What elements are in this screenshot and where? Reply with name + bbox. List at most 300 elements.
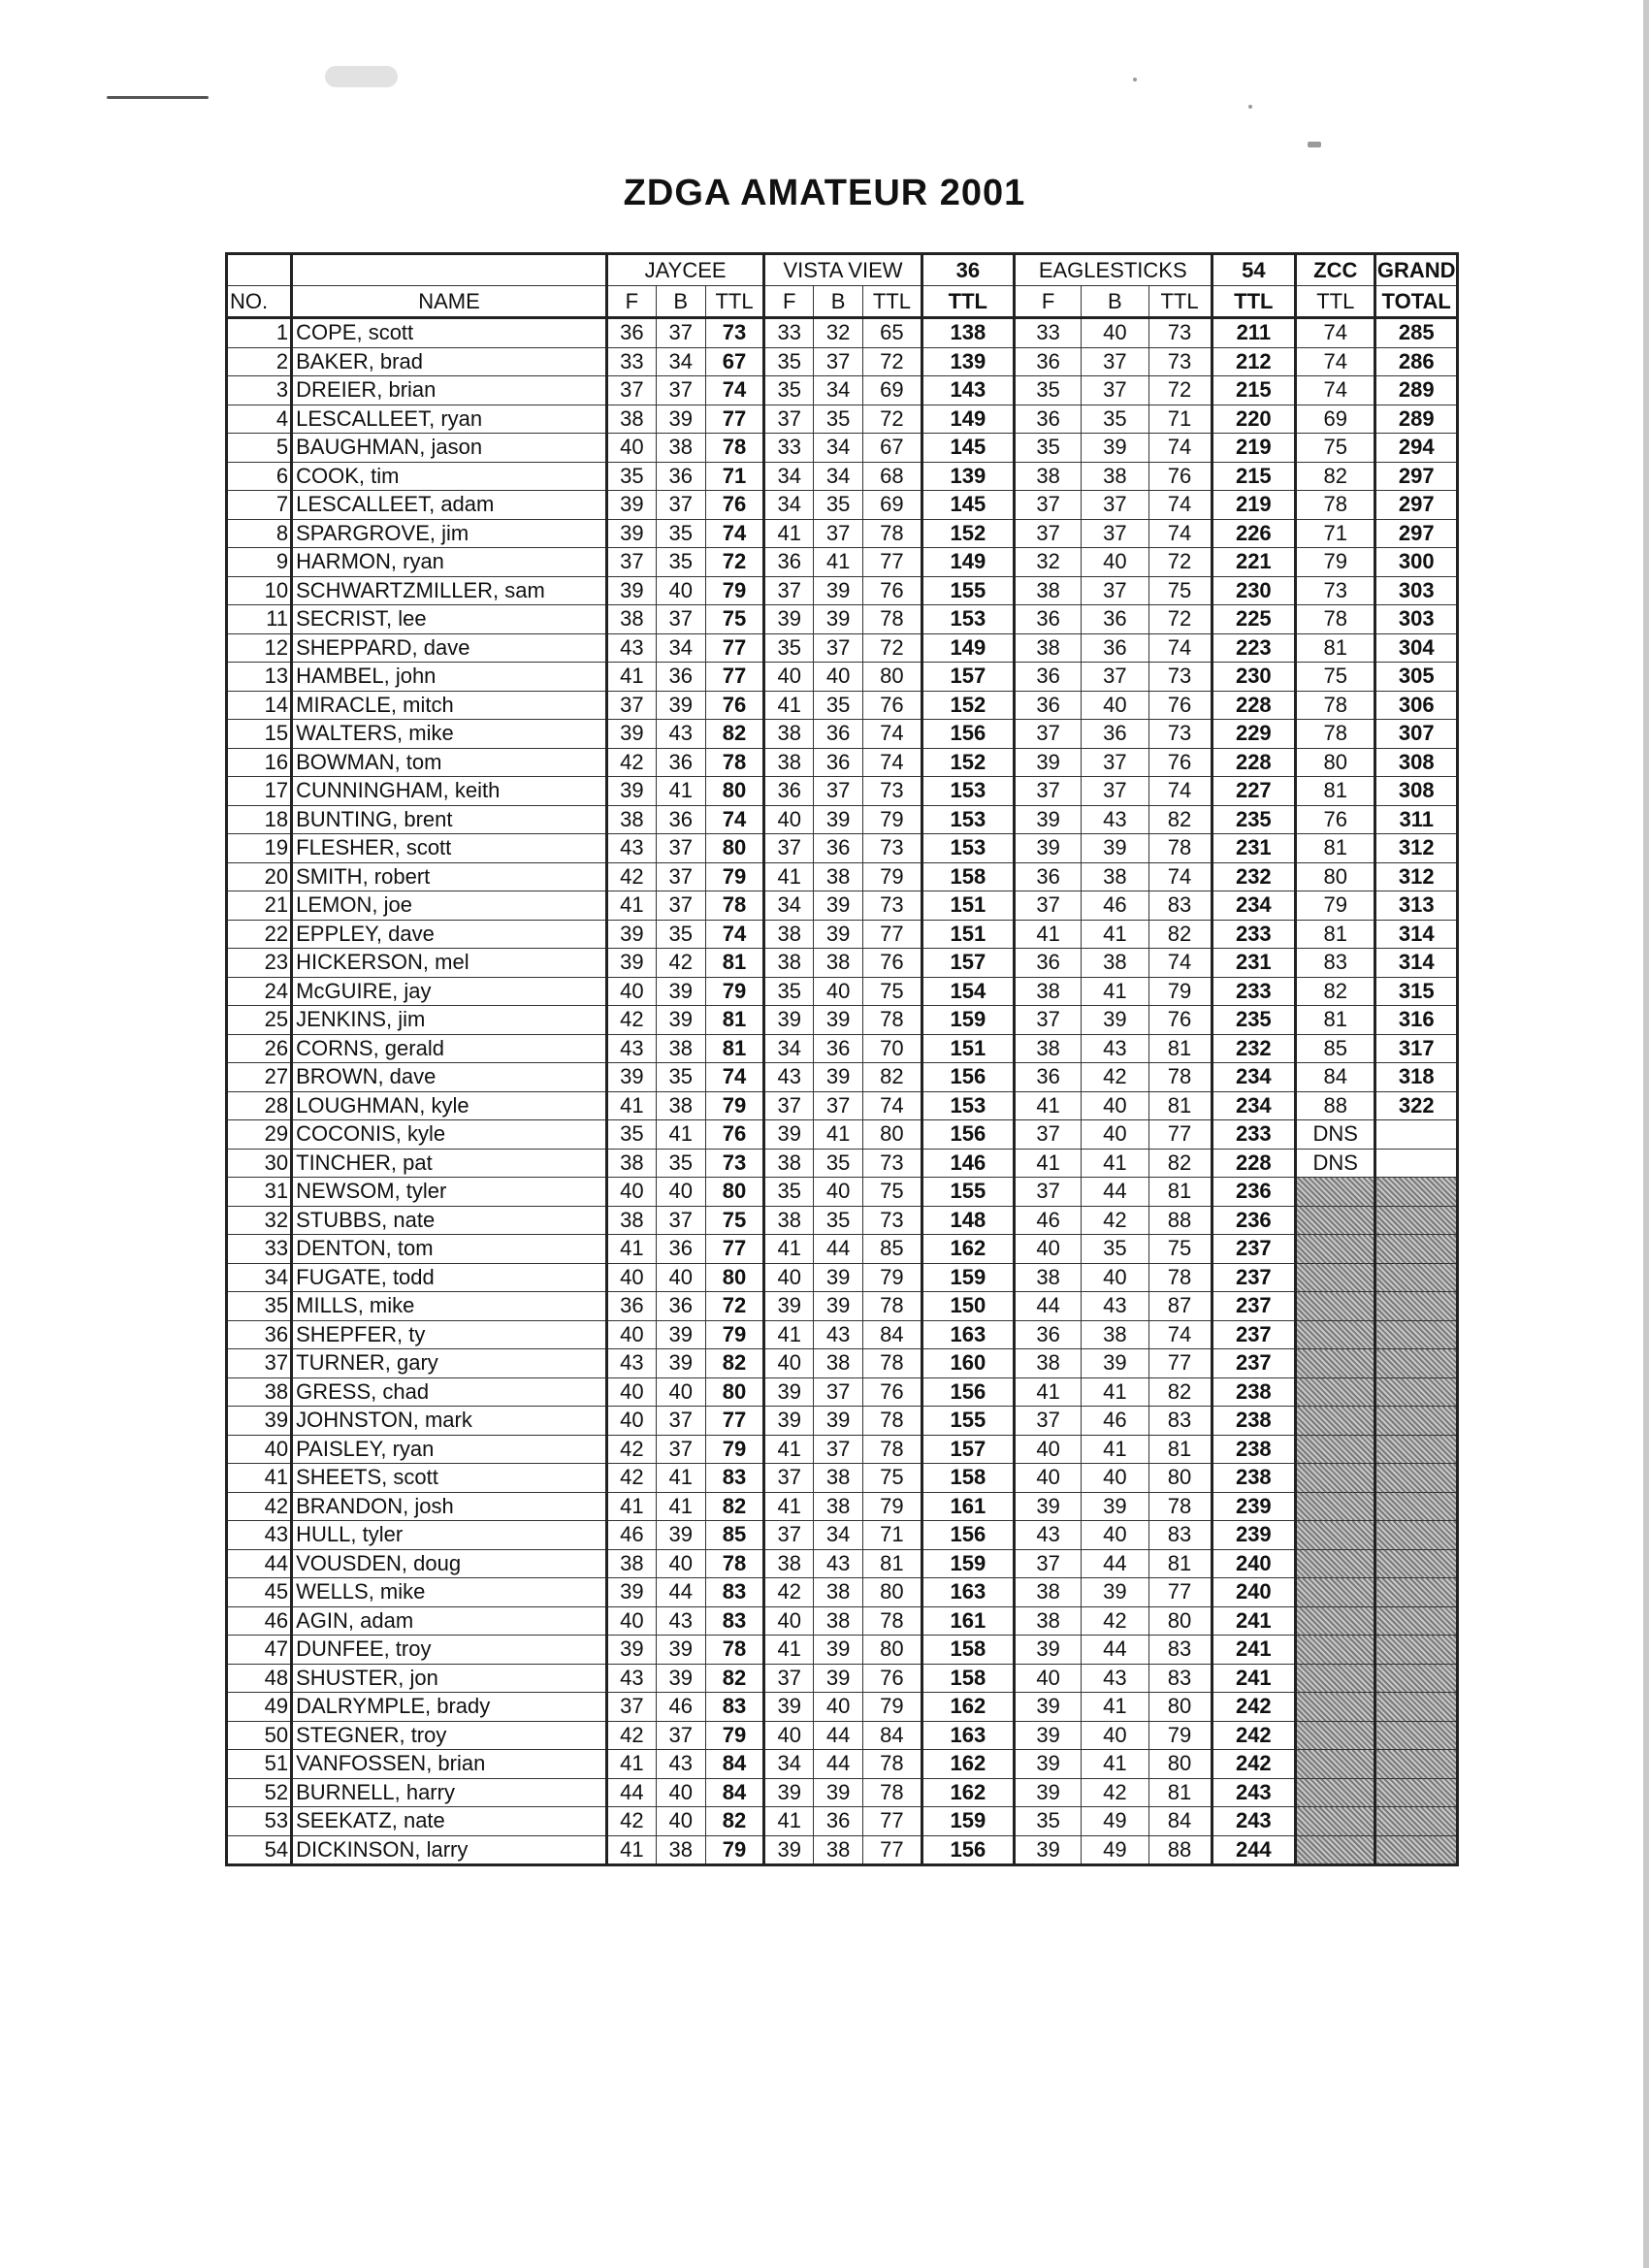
cell-eagle-f: 38: [1014, 977, 1081, 1006]
cell-jaycee-ttl: 75: [705, 1206, 764, 1235]
table-row: [227, 1578, 1458, 1607]
cell-eagle-ttl: 82: [1148, 1377, 1212, 1407]
cell-36-ttl: 145: [922, 491, 1014, 520]
cell-no: 16: [227, 748, 292, 777]
cell-eagle-f: 39: [1014, 834, 1081, 863]
cell-eagle-f: 36: [1014, 691, 1081, 720]
cell-jaycee-b: 39: [656, 691, 705, 720]
scan-speck: [1133, 78, 1137, 81]
cell-vista-f: 38: [764, 1149, 814, 1178]
cell-eagle-f: 37: [1014, 891, 1081, 921]
cell-eagle-b: 40: [1082, 1263, 1148, 1292]
cell-vista-b: 39: [814, 1636, 863, 1665]
cell-grand-total: 313: [1375, 891, 1458, 921]
cell-jaycee-ttl: 83: [705, 1578, 764, 1607]
cell-54-ttl: 237: [1212, 1349, 1296, 1378]
cell-no: 6: [227, 462, 292, 491]
cell-54-ttl: 235: [1212, 805, 1296, 834]
cell-name: HAMBEL, john: [292, 663, 607, 692]
cell-54-ttl: 244: [1212, 1835, 1296, 1865]
cell-vista-ttl: 80: [863, 1636, 922, 1665]
cell-eagle-f: 37: [1014, 720, 1081, 749]
cell-name: BAKER, brad: [292, 347, 607, 376]
cell-36-ttl: 148: [922, 1206, 1014, 1235]
cell-grand-total: 314: [1375, 949, 1458, 978]
cell-jaycee-b: 39: [656, 405, 705, 434]
cell-jaycee-ttl: 83: [705, 1693, 764, 1722]
cell-zcc-ttl: 81: [1296, 777, 1375, 806]
cell-eagle-f: 41: [1014, 1149, 1081, 1178]
cell-zcc-ttl: [1296, 1435, 1375, 1464]
cell-vista-b: 39: [814, 805, 863, 834]
cell-jaycee-ttl: 75: [705, 605, 764, 634]
cell-36-ttl: 152: [922, 519, 1014, 548]
cell-zcc-ttl: 78: [1296, 720, 1375, 749]
cell-name: MILLS, mike: [292, 1292, 607, 1321]
cell-zcc-ttl: 80: [1296, 748, 1375, 777]
cell-grand-total: [1375, 1521, 1458, 1550]
cell-36-ttl: 158: [922, 1464, 1014, 1493]
cell-eagle-b: 40: [1082, 318, 1148, 348]
cell-vista-b: 39: [814, 1407, 863, 1436]
cell-zcc-ttl: [1296, 1807, 1375, 1836]
table-row: [227, 1549, 1458, 1578]
cell-jaycee-f: 39: [606, 519, 656, 548]
cell-eagle-ttl: 78: [1148, 1263, 1212, 1292]
cell-grand-total: 307: [1375, 720, 1458, 749]
cell-eagle-ttl: 76: [1148, 462, 1212, 491]
cell-no: 36: [227, 1320, 292, 1349]
cell-eagle-ttl: 81: [1148, 1435, 1212, 1464]
cell-eagle-ttl: 87: [1148, 1292, 1212, 1321]
cell-vista-b: 35: [814, 491, 863, 520]
cell-eagle-ttl: 79: [1148, 1721, 1212, 1750]
table-row: [227, 1778, 1458, 1807]
cell-jaycee-ttl: 81: [705, 1006, 764, 1035]
cell-jaycee-f: 39: [606, 1063, 656, 1092]
cell-vista-f: 41: [764, 1320, 814, 1349]
cell-grand-total: [1375, 1636, 1458, 1665]
cell-name: HULL, tyler: [292, 1521, 607, 1550]
cell-jaycee-ttl: 79: [705, 977, 764, 1006]
cell-grand-total: 303: [1375, 605, 1458, 634]
table-row: [227, 462, 1458, 491]
cell-no: 7: [227, 491, 292, 520]
cell-eagle-ttl: 78: [1148, 834, 1212, 863]
cell-grand-total: 312: [1375, 834, 1458, 863]
cell-jaycee-ttl: 83: [705, 1606, 764, 1636]
cell-zcc-ttl: [1296, 1206, 1375, 1235]
cell-jaycee-b: 37: [656, 376, 705, 405]
cell-jaycee-f: 36: [606, 1292, 656, 1321]
cell-vista-ttl: 75: [863, 1178, 922, 1207]
cell-54-ttl: 230: [1212, 663, 1296, 692]
cell-jaycee-f: 39: [606, 949, 656, 978]
cell-grand-total: [1375, 1778, 1458, 1807]
cell-eagle-ttl: 84: [1148, 1807, 1212, 1836]
cell-eagle-ttl: 80: [1148, 1606, 1212, 1636]
cell-eagle-b: 43: [1082, 1664, 1148, 1693]
cell-eagle-f: 39: [1014, 1693, 1081, 1722]
cell-grand-total: 289: [1375, 376, 1458, 405]
cell-jaycee-b: 39: [656, 1006, 705, 1035]
cell-vista-b: 40: [814, 1178, 863, 1207]
cell-jaycee-ttl: 80: [705, 834, 764, 863]
cell-eagle-f: 37: [1014, 1120, 1081, 1150]
table-row: [227, 548, 1458, 577]
cell-zcc-ttl: [1296, 1464, 1375, 1493]
cell-36-ttl: 143: [922, 376, 1014, 405]
cell-jaycee-f: 39: [606, 720, 656, 749]
cell-vista-ttl: 78: [863, 1407, 922, 1436]
cell-eagle-f: 37: [1014, 1549, 1081, 1578]
cell-name: TURNER, gary: [292, 1349, 607, 1378]
cell-grand-total: [1375, 1235, 1458, 1264]
cell-eagle-ttl: 88: [1148, 1206, 1212, 1235]
cell-eagle-f: 37: [1014, 491, 1081, 520]
cell-jaycee-b: 40: [656, 1549, 705, 1578]
cell-grand-total: 311: [1375, 805, 1458, 834]
cell-vista-b: 38: [814, 1492, 863, 1521]
cell-no: 50: [227, 1721, 292, 1750]
table-row: [227, 1807, 1458, 1836]
cell-no: 28: [227, 1091, 292, 1120]
cell-jaycee-f: 43: [606, 834, 656, 863]
cell-grand-total: 308: [1375, 748, 1458, 777]
cell-zcc-ttl: 81: [1296, 633, 1375, 663]
cell-jaycee-f: 37: [606, 376, 656, 405]
cell-jaycee-f: 39: [606, 1636, 656, 1665]
cell-name: SMITH, robert: [292, 862, 607, 891]
cell-jaycee-b: 34: [656, 633, 705, 663]
table-row: [227, 805, 1458, 834]
cell-no: 10: [227, 576, 292, 605]
cell-no: 13: [227, 663, 292, 692]
cell-no: 45: [227, 1578, 292, 1607]
table-row: [227, 1750, 1458, 1779]
cell-jaycee-f: 37: [606, 1693, 656, 1722]
cell-36-ttl: 163: [922, 1578, 1014, 1607]
cell-vista-b: 38: [814, 1349, 863, 1378]
cell-jaycee-ttl: 80: [705, 1377, 764, 1407]
cell-eagle-f: 36: [1014, 1063, 1081, 1092]
cell-grand-total: [1375, 1263, 1458, 1292]
cell-zcc-ttl: 79: [1296, 891, 1375, 921]
header-name-top: [292, 254, 607, 286]
cell-jaycee-f: 40: [606, 1178, 656, 1207]
cell-eagle-b: 44: [1082, 1549, 1148, 1578]
cell-eagle-ttl: 77: [1148, 1349, 1212, 1378]
cell-jaycee-f: 43: [606, 1349, 656, 1378]
cell-vista-f: 35: [764, 376, 814, 405]
cell-no: 20: [227, 862, 292, 891]
header-no-top: [227, 254, 292, 286]
table-row: [227, 491, 1458, 520]
cell-name: LEMON, joe: [292, 891, 607, 921]
cell-54-ttl: 233: [1212, 977, 1296, 1006]
header-vista-view: VISTA VIEW: [764, 254, 922, 286]
cell-54-ttl: 240: [1212, 1578, 1296, 1607]
cell-no: 4: [227, 405, 292, 434]
cell-name: FLESHER, scott: [292, 834, 607, 863]
cell-vista-b: 41: [814, 1120, 863, 1150]
header-zcc: ZCC: [1296, 254, 1375, 286]
cell-jaycee-f: 37: [606, 691, 656, 720]
cell-zcc-ttl: 69: [1296, 405, 1375, 434]
cell-eagle-b: 38: [1082, 862, 1148, 891]
cell-vista-b: 37: [814, 1377, 863, 1407]
cell-zcc-ttl: [1296, 1549, 1375, 1578]
cell-eagle-ttl: 74: [1148, 862, 1212, 891]
cell-no: 1: [227, 318, 292, 348]
cell-jaycee-b: 37: [656, 491, 705, 520]
cell-jaycee-b: 41: [656, 1120, 705, 1150]
cell-eagle-b: 37: [1082, 777, 1148, 806]
cell-name: JENKINS, jim: [292, 1006, 607, 1035]
cell-eagle-ttl: 81: [1148, 1778, 1212, 1807]
cell-eagle-f: 35: [1014, 1807, 1081, 1836]
cell-jaycee-ttl: 67: [705, 347, 764, 376]
cell-eagle-f: 38: [1014, 1349, 1081, 1378]
cell-name: GRESS, chad: [292, 1377, 607, 1407]
cell-jaycee-b: 41: [656, 777, 705, 806]
cell-name: SHEPFER, ty: [292, 1320, 607, 1349]
cell-no: 44: [227, 1549, 292, 1578]
cell-vista-ttl: 73: [863, 1206, 922, 1235]
cell-no: 11: [227, 605, 292, 634]
cell-jaycee-ttl: 81: [705, 1034, 764, 1063]
cell-jaycee-b: 39: [656, 1664, 705, 1693]
cell-name: BRANDON, josh: [292, 1492, 607, 1521]
cell-jaycee-b: 39: [656, 1320, 705, 1349]
cell-vista-ttl: 78: [863, 519, 922, 548]
cell-name: SHUSTER, jon: [292, 1664, 607, 1693]
cell-vista-b: 37: [814, 519, 863, 548]
cell-54-ttl: 233: [1212, 1120, 1296, 1150]
cell-36-ttl: 156: [922, 1063, 1014, 1092]
cell-eagle-ttl: 82: [1148, 1149, 1212, 1178]
cell-jaycee-f: 41: [606, 1492, 656, 1521]
cell-vista-f: 34: [764, 462, 814, 491]
cell-name: McGUIRE, jay: [292, 977, 607, 1006]
cell-eagle-b: 44: [1082, 1636, 1148, 1665]
header-name: NAME: [292, 286, 607, 318]
cell-no: 51: [227, 1750, 292, 1779]
cell-zcc-ttl: [1296, 1721, 1375, 1750]
cell-jaycee-ttl: 74: [705, 805, 764, 834]
cell-zcc-ttl: [1296, 1750, 1375, 1779]
cell-vista-b: 40: [814, 663, 863, 692]
cell-eagle-f: 36: [1014, 663, 1081, 692]
cell-36-ttl: 153: [922, 834, 1014, 863]
cell-eagle-ttl: 81: [1148, 1178, 1212, 1207]
cell-no: 35: [227, 1292, 292, 1321]
cell-name: HARMON, ryan: [292, 548, 607, 577]
cell-eagle-ttl: 82: [1148, 920, 1212, 949]
cell-vista-ttl: 74: [863, 748, 922, 777]
cell-54-ttl: 238: [1212, 1464, 1296, 1493]
cell-name: VOUSDEN, doug: [292, 1549, 607, 1578]
cell-36-ttl: 162: [922, 1778, 1014, 1807]
cell-vista-f: 43: [764, 1063, 814, 1092]
cell-vista-b: 37: [814, 347, 863, 376]
cell-no: 2: [227, 347, 292, 376]
cell-jaycee-b: 38: [656, 1835, 705, 1865]
cell-zcc-ttl: [1296, 1263, 1375, 1292]
cell-eagle-ttl: 81: [1148, 1091, 1212, 1120]
header-row-columns: [227, 286, 1458, 318]
cell-eagle-ttl: 75: [1148, 1235, 1212, 1264]
cell-grand-total: 308: [1375, 777, 1458, 806]
cell-eagle-b: 43: [1082, 1292, 1148, 1321]
cell-eagle-b: 39: [1082, 434, 1148, 463]
cell-grand-total: [1375, 1721, 1458, 1750]
cell-zcc-ttl: 81: [1296, 834, 1375, 863]
cell-zcc-ttl: 78: [1296, 691, 1375, 720]
cell-jaycee-ttl: 79: [705, 1320, 764, 1349]
cell-eagle-f: 36: [1014, 605, 1081, 634]
cell-zcc-ttl: [1296, 1778, 1375, 1807]
cell-vista-f: 33: [764, 434, 814, 463]
cell-vista-ttl: 72: [863, 347, 922, 376]
cell-vista-b: 36: [814, 834, 863, 863]
cell-vista-b: 39: [814, 576, 863, 605]
cell-grand-total: 316: [1375, 1006, 1458, 1035]
cell-vista-ttl: 76: [863, 1664, 922, 1693]
cell-eagle-ttl: 74: [1148, 1320, 1212, 1349]
cell-eagle-ttl: 72: [1148, 605, 1212, 634]
cell-36-ttl: 162: [922, 1693, 1014, 1722]
cell-no: 34: [227, 1263, 292, 1292]
cell-grand-total: [1375, 1349, 1458, 1378]
cell-vista-f: 37: [764, 1521, 814, 1550]
cell-name: BAUGHMAN, jason: [292, 434, 607, 463]
cell-jaycee-b: 35: [656, 920, 705, 949]
cell-name: JOHNSTON, mark: [292, 1407, 607, 1436]
cell-grand-total: [1375, 1664, 1458, 1693]
cell-eagle-ttl: 80: [1148, 1693, 1212, 1722]
cell-name: CORNS, gerald: [292, 1034, 607, 1063]
cell-36-ttl: 138: [922, 318, 1014, 348]
cell-vista-f: 39: [764, 1693, 814, 1722]
cell-jaycee-ttl: 85: [705, 1521, 764, 1550]
cell-jaycee-f: 40: [606, 1320, 656, 1349]
cell-eagle-f: 38: [1014, 462, 1081, 491]
cell-jaycee-f: 37: [606, 548, 656, 577]
table-row: [227, 1521, 1458, 1550]
cell-vista-f: 40: [764, 1263, 814, 1292]
cell-jaycee-ttl: 73: [705, 1149, 764, 1178]
cell-grand-total: [1375, 1120, 1458, 1150]
cell-eagle-ttl: 74: [1148, 633, 1212, 663]
cell-jaycee-f: 33: [606, 347, 656, 376]
cell-54-ttl: 241: [1212, 1664, 1296, 1693]
cell-36-ttl: 149: [922, 633, 1014, 663]
cell-zcc-ttl: [1296, 1320, 1375, 1349]
cell-36-ttl: 139: [922, 347, 1014, 376]
cell-zcc-ttl: 78: [1296, 605, 1375, 634]
cell-vista-ttl: 67: [863, 434, 922, 463]
table-row: [227, 318, 1458, 348]
cell-54-ttl: 211: [1212, 318, 1296, 348]
cell-54-ttl: 238: [1212, 1377, 1296, 1407]
cell-no: 21: [227, 891, 292, 921]
cell-zcc-ttl: DNS: [1296, 1149, 1375, 1178]
cell-eagle-f: 40: [1014, 1235, 1081, 1264]
cell-jaycee-f: 41: [606, 1235, 656, 1264]
cell-vista-f: 40: [764, 1349, 814, 1378]
cell-eagle-ttl: 74: [1148, 434, 1212, 463]
cell-36-ttl: 160: [922, 1349, 1014, 1378]
cell-36-ttl: 146: [922, 1149, 1014, 1178]
cell-grand-total: 286: [1375, 347, 1458, 376]
cell-zcc-ttl: DNS: [1296, 1120, 1375, 1150]
cell-eagle-f: 40: [1014, 1464, 1081, 1493]
cell-jaycee-b: 39: [656, 1349, 705, 1378]
cell-vista-b: 39: [814, 1778, 863, 1807]
cell-jaycee-f: 43: [606, 1664, 656, 1693]
cell-jaycee-f: 38: [606, 605, 656, 634]
cell-eagle-b: 35: [1082, 405, 1148, 434]
cell-vista-ttl: 69: [863, 376, 922, 405]
cell-36-ttl: 158: [922, 1636, 1014, 1665]
cell-jaycee-b: 39: [656, 1636, 705, 1665]
cell-eagle-ttl: 78: [1148, 1063, 1212, 1092]
cell-jaycee-ttl: 84: [705, 1778, 764, 1807]
cell-name: WALTERS, mike: [292, 720, 607, 749]
cell-vista-b: 39: [814, 1263, 863, 1292]
cell-grand-total: [1375, 1464, 1458, 1493]
cell-jaycee-ttl: 82: [705, 1349, 764, 1378]
cell-no: 15: [227, 720, 292, 749]
cell-zcc-ttl: 78: [1296, 491, 1375, 520]
cell-54-ttl: 228: [1212, 691, 1296, 720]
cell-eagle-ttl: 76: [1148, 1006, 1212, 1035]
cell-eagle-b: 42: [1082, 1206, 1148, 1235]
cell-jaycee-ttl: 82: [705, 720, 764, 749]
cell-vista-ttl: 80: [863, 663, 922, 692]
cell-name: COPE, scott: [292, 318, 607, 348]
cell-eagle-b: 37: [1082, 748, 1148, 777]
cell-eagle-b: 40: [1082, 1464, 1148, 1493]
cell-jaycee-b: 35: [656, 519, 705, 548]
cell-vista-ttl: 73: [863, 777, 922, 806]
cell-grand-total: 314: [1375, 920, 1458, 949]
cell-name: SPARGROVE, jim: [292, 519, 607, 548]
table-row: [227, 1263, 1458, 1292]
cell-name: CUNNINGHAM, keith: [292, 777, 607, 806]
cell-jaycee-ttl: 78: [705, 748, 764, 777]
header-vista-b: B: [814, 286, 863, 318]
cell-eagle-ttl: 73: [1148, 347, 1212, 376]
cell-no: 39: [227, 1407, 292, 1436]
cell-eagle-b: 41: [1082, 1149, 1148, 1178]
cell-vista-b: 38: [814, 1606, 863, 1636]
cell-jaycee-b: 41: [656, 1492, 705, 1521]
header-vista-ttl: TTL: [863, 286, 922, 318]
table-row: [227, 1664, 1458, 1693]
cell-zcc-ttl: 71: [1296, 519, 1375, 548]
cell-54-ttl: 236: [1212, 1178, 1296, 1207]
cell-vista-b: 34: [814, 376, 863, 405]
cell-jaycee-f: 36: [606, 318, 656, 348]
cell-jaycee-ttl: 82: [705, 1807, 764, 1836]
cell-zcc-ttl: 75: [1296, 663, 1375, 692]
cell-36-ttl: 149: [922, 405, 1014, 434]
cell-vista-ttl: 77: [863, 920, 922, 949]
cell-no: 31: [227, 1178, 292, 1207]
cell-no: 3: [227, 376, 292, 405]
